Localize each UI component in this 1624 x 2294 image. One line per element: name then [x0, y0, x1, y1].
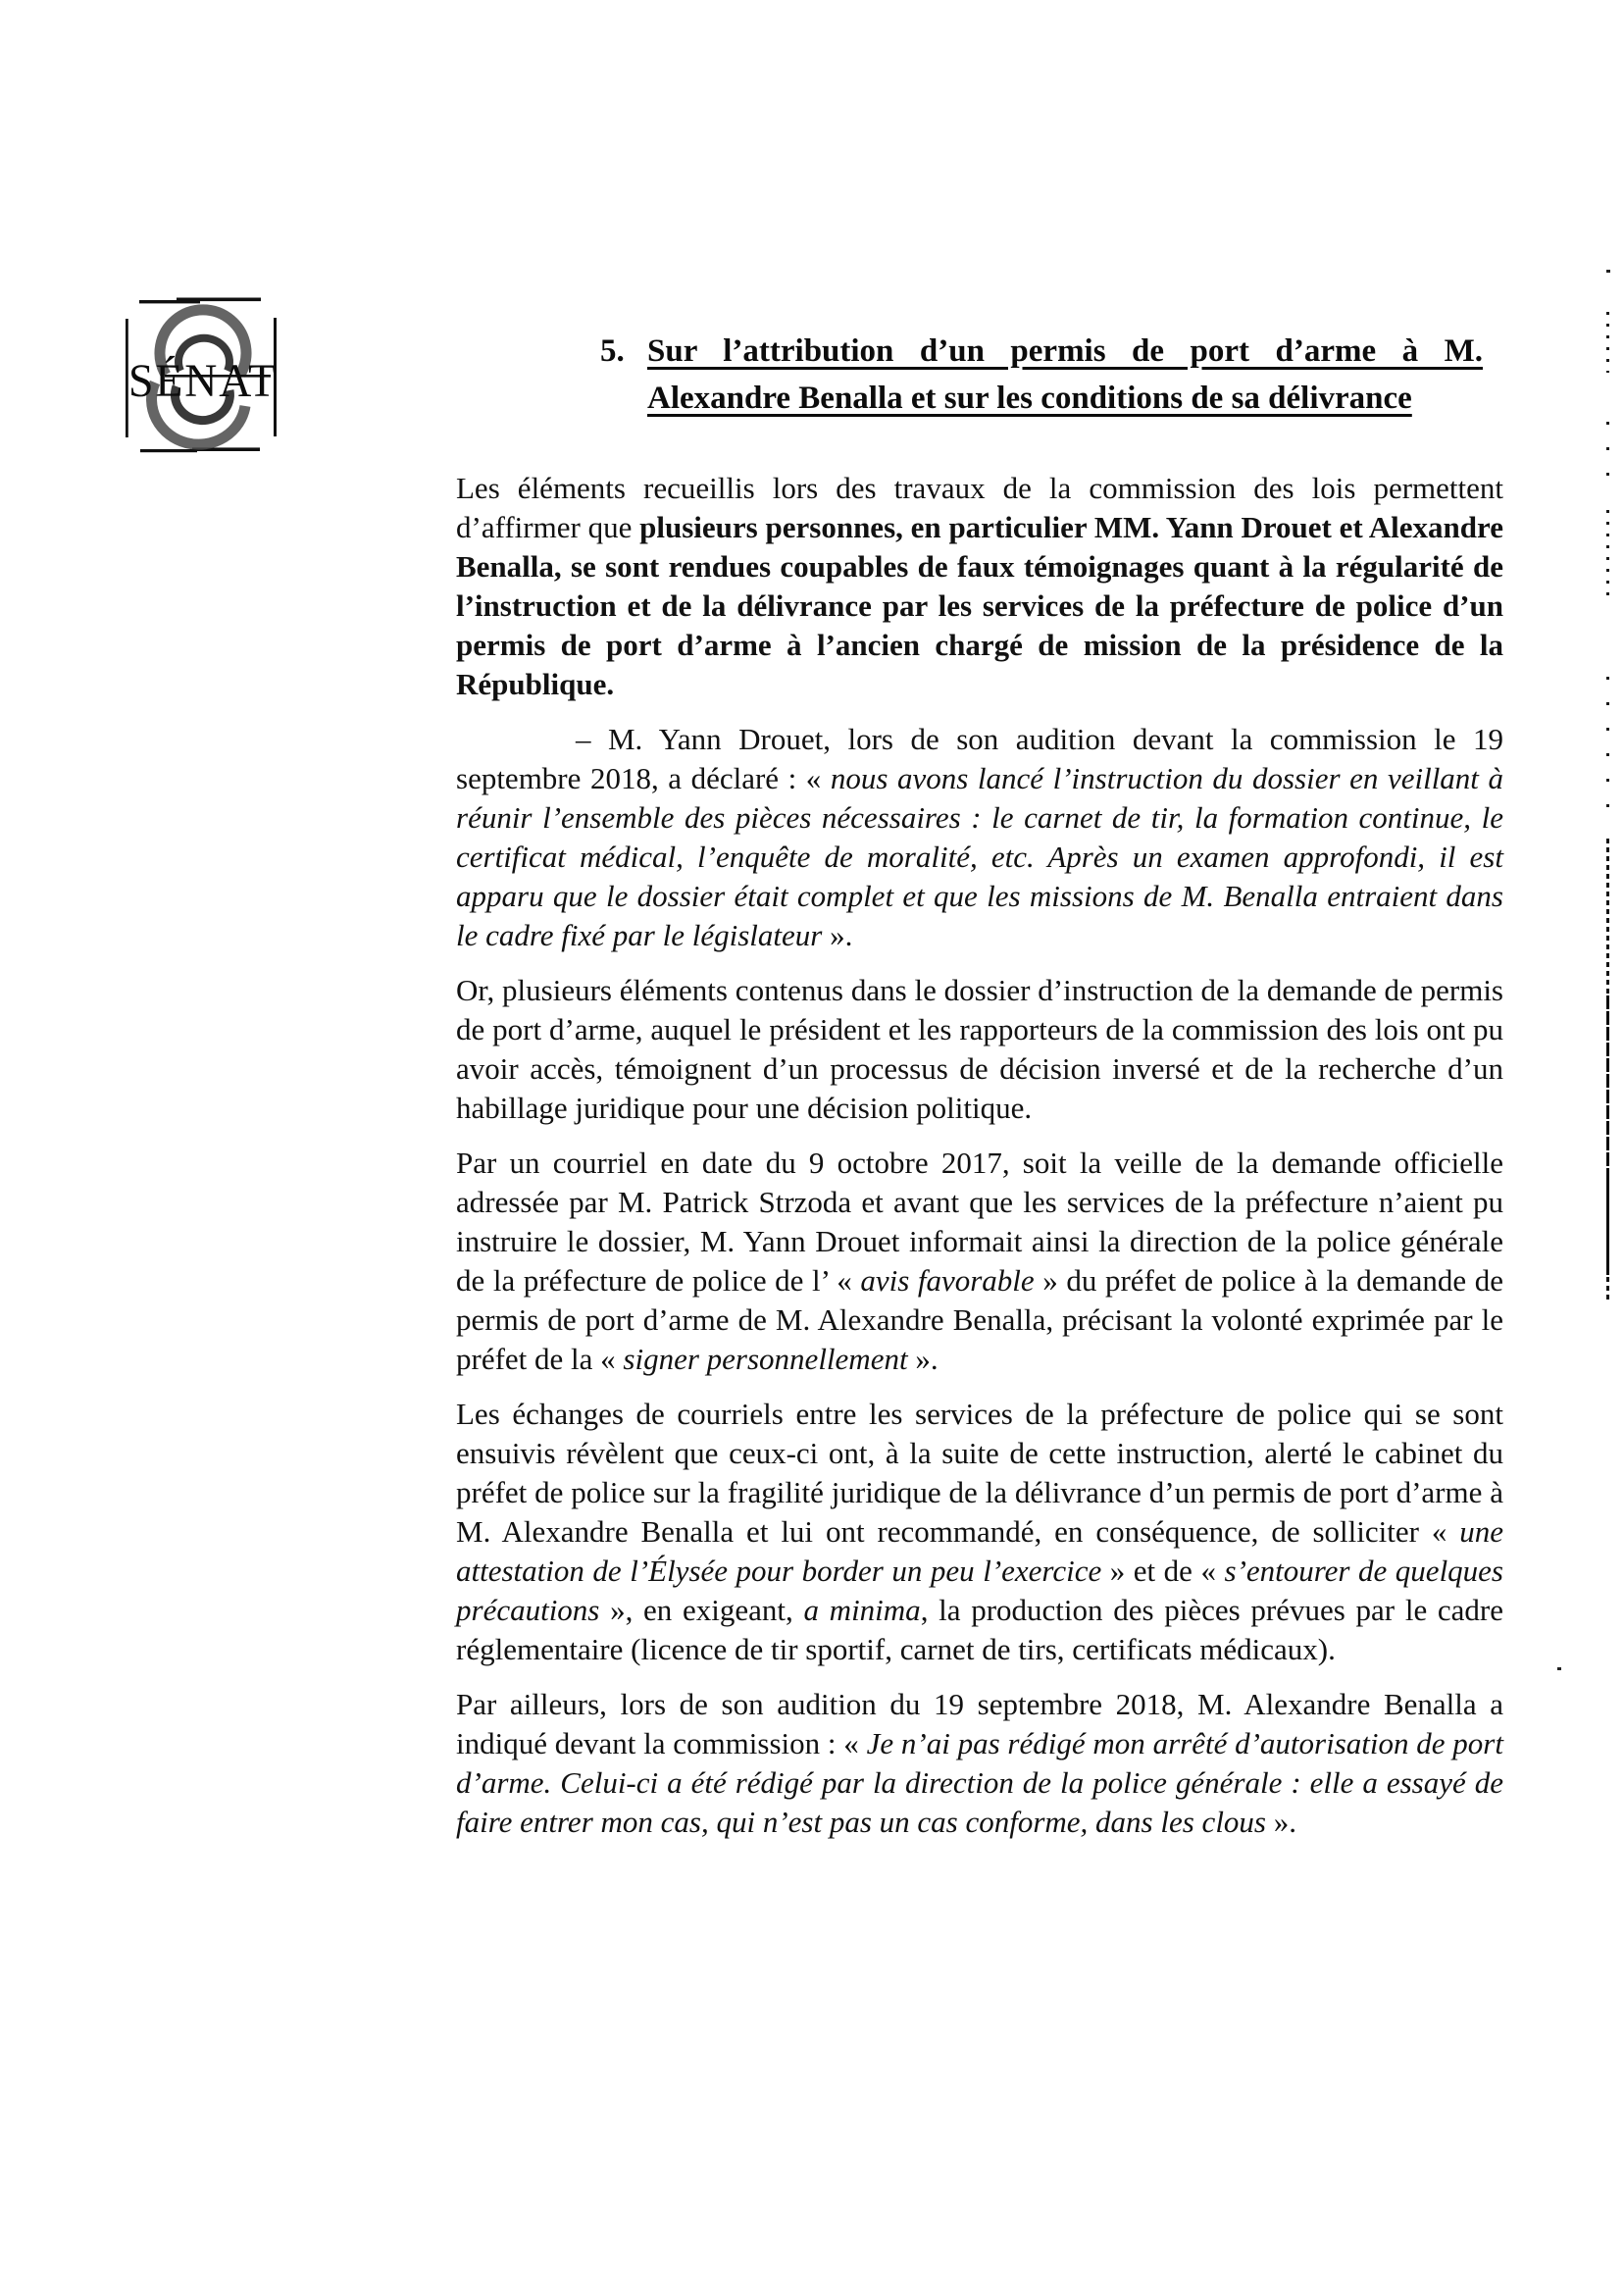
- paragraph-segment: Or, plusieurs éléments contenus dans le dossier d’instruction de la demande de permis de port d’arme, auquel le président et les rapporteurs de la commission des lois ont pu avoir accès, témoignent d’un processus de décision inversé et de la recherche d’un habillage juridique pour une décision politique.: [456, 973, 1503, 1125]
- paragraph-segment: une attestation de l’Élysée pour border un peu l’exercice: [456, 1514, 1503, 1588]
- paragraph-segment: Les éléments recueillis lors des travaux de la commission des lois permettent d’affirmer que: [456, 471, 1503, 544]
- heading-number: 5.: [600, 333, 625, 369]
- senat-seal-icon: [120, 292, 286, 459]
- paragraph: [456, 971, 1503, 1128]
- scan-artifact: [1606, 995, 1609, 1177]
- document-paragraphs: [456, 469, 1503, 1858]
- paragraph: [456, 1685, 1503, 1842]
- scan-artifact: [1557, 1667, 1561, 1670]
- paragraph-segment: signer personnellement: [623, 1342, 908, 1376]
- paragraph: [456, 1395, 1503, 1669]
- paragraph-segment: ».: [1266, 1805, 1296, 1839]
- paragraph-segment: » et de «: [1101, 1554, 1225, 1588]
- section-heading: [600, 328, 1483, 422]
- paragraph: [456, 1144, 1503, 1379]
- scan-artifact: [1606, 510, 1609, 603]
- heading-text: Sur l’attribution d’un permis de port d’arme à M. Alexandre Benalla et sur les conditions de sa délivrance: [647, 333, 1483, 416]
- paragraph-segment: – M. Yann Drouet, lors de son audition devant la commission le 19 septembre 2018, a déclaré : «: [456, 722, 1503, 795]
- paragraph-segment: ».: [907, 1342, 939, 1376]
- paragraph-segment: Par un courriel en date du 9 octobre 2017, soit la veille de la demande officielle adressée par M. Patrick Strzoda et avant que les services de la préfecture n’aient pu instruire le dossier, M. Yann Drouet informait ainsi la direction de la police générale de la préfecture de police de l’ «: [456, 1146, 1503, 1298]
- paragraph-segment: », en exigeant,: [599, 1593, 804, 1627]
- paragraph-segment: nous avons lancé l’instruction du dossier en veillant à réunir l’ensemble des pièces nécessaires : le carnet de tir, la formation continue, le certificat médical, l’enquête de moralité, etc. Après un examen approfondi, il est apparu que le dossier était complet et que les missions de M. Benalla entraient dans le cadre fixé par le législateur: [456, 761, 1503, 952]
- paragraph-segment: avis favorable: [860, 1263, 1035, 1298]
- paragraph: [456, 720, 1503, 955]
- senat-stamp: [120, 292, 286, 459]
- scan-artifact: [1606, 270, 1610, 273]
- paragraph-segment: , la production des pièces prévues par le cadre réglementaire (licence de tir sportif, carnet de tirs, certificats médicaux).: [456, 1593, 1504, 1666]
- paragraph-segment: Par ailleurs, lors de son audition du 19 septembre 2018, M. Alexandre Benalla a indiqué devant la commission : «: [456, 1687, 1503, 1760]
- paragraph-segment: Les échanges de courriels entre les services de la préfecture de police qui se sont ensuivis révèlent que ceux-ci ont, à la suite de cette instruction, alerté le cabinet du préfet de police sur la fragilité juridique de la délivrance d’un permis de port d’arme à M. Alexandre Benalla et lui ont recommandé, en conséquence, de solliciter «: [456, 1397, 1503, 1549]
- scan-artifact: [1606, 1177, 1609, 1275]
- scan-artifact: [1606, 677, 1609, 824]
- paragraph-segment: » du préfet de police à la demande de permis de port d’arme de M. Alexandre Benalla, précisant la volonté exprimée par le préfet de la «: [456, 1263, 1504, 1376]
- stamp-label: SÉNAT: [128, 355, 278, 407]
- scan-artifact: [1606, 422, 1609, 484]
- paragraph: [456, 469, 1503, 704]
- paragraph-segment: s’entourer de quelques précautions: [456, 1554, 1503, 1627]
- scan-artifact: [1606, 839, 1609, 995]
- paragraph-segment: plusieurs personnes, en particulier MM. Yann Drouet et Alexandre Benalla, se sont rendues coupables de faux témoignages quant à la régularité de l’instruction et de la délivrance par les services de la préfecture de police d’un permis de port d’arme à l’ancien chargé de mission de la présidence de la République.: [456, 510, 1503, 701]
- paragraph-segment: ».: [822, 918, 853, 952]
- paragraph-segment: a minima: [803, 1593, 921, 1627]
- scan-artifact: [1606, 312, 1609, 373]
- scan-artifact: [1606, 1277, 1609, 1302]
- paragraph-segment: Je n’ai pas rédigé mon arrêté d’autorisation de port d’arme. Celui-ci a été rédigé par la direction de la police générale : elle a essayé de faire entrer mon cas, qui n’est pas un cas conforme, dans les clous: [456, 1726, 1503, 1839]
